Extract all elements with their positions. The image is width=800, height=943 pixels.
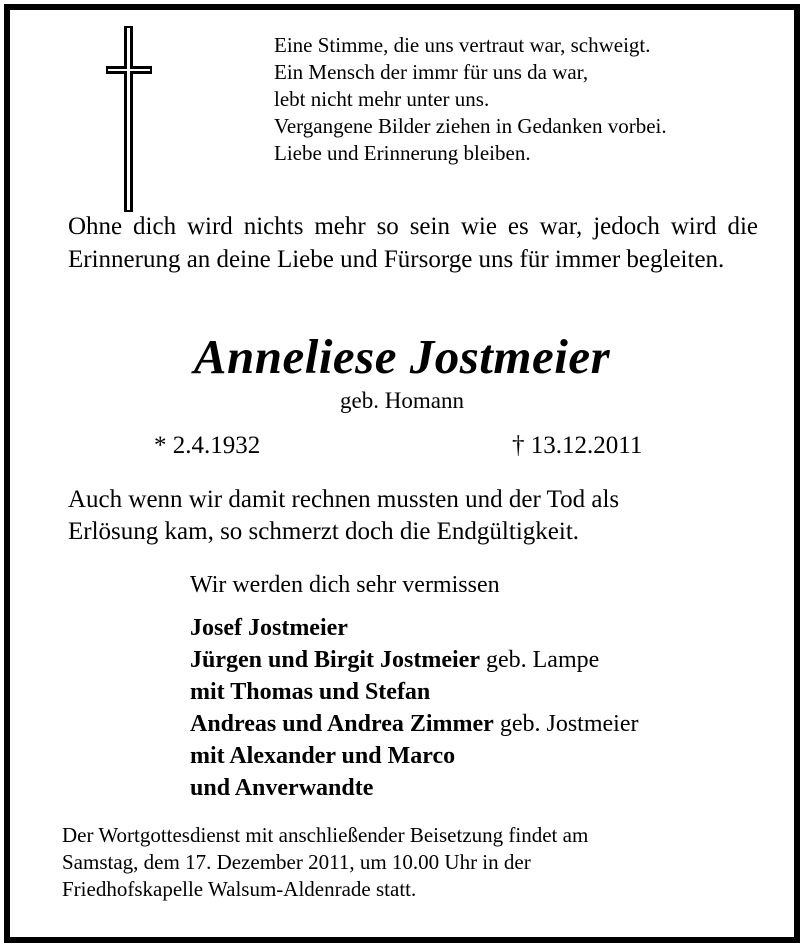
mourners-intro: Wir werden dich sehr vermissen (190, 572, 500, 598)
birth-date: * 2.4.1932 (154, 432, 261, 459)
mourner-row (190, 612, 638, 644)
funeral-line: Friedhofskapelle Walsum-Aldenrade statt. (62, 877, 417, 901)
mourner-row (190, 708, 638, 740)
condolence-line: Erlösung kam, so schmerzt doch die Endgültigkeit. (68, 518, 580, 545)
mourner-name: Andreas und Andrea Zimmer (190, 711, 494, 737)
mourner-note: geb. Jostmeier (493, 711, 639, 737)
mourner-note: geb. Lampe (479, 647, 600, 673)
mourner-row (190, 772, 638, 804)
mourners-list (190, 612, 638, 804)
death-date: † 13.12.2011 (512, 432, 643, 459)
funeral-line: Samstag, dem 17. Dezember 2011, um 10.00 Uhr in der (62, 850, 531, 874)
mourner-row (190, 740, 638, 772)
mourner-name: und Anverwandte (190, 775, 374, 801)
mourner-name: Josef Jostmeier (190, 615, 348, 641)
funeral-line: Der Wortgottesdienst mit anschließender Beisetzung findet am (62, 823, 589, 847)
condolence-line: Auch wenn wir damit rechnen mussten und der Tod als (68, 486, 620, 513)
mourner-row (190, 644, 638, 676)
mourner-name: Jürgen und Birgit Jostmeier (190, 647, 480, 673)
mourner-row (190, 676, 638, 708)
poem-line: Ein Mensch der immr für uns da war, (274, 60, 589, 84)
funeral-info (62, 822, 588, 903)
poem-line: Liebe und Erinnerung bleiben. (274, 141, 531, 165)
obituary-frame (4, 4, 800, 943)
poem (274, 32, 667, 167)
mourner-name: mit Alexander und Marco (190, 743, 456, 769)
mourner-name: mit Thomas und Stefan (190, 679, 431, 705)
life-dates (10, 432, 794, 464)
maiden-name: geb. Homann (340, 388, 464, 413)
poem-line: Eine Stimme, die uns vertraut war, schweigt. (274, 33, 651, 57)
poem-line: Vergangene Bilder ziehen in Gedanken vorbei. (274, 114, 667, 138)
deceased-name: Anneliese Jostmeier (193, 329, 611, 384)
cross-icon (106, 26, 152, 212)
condolence-text (68, 484, 619, 548)
intro-text: Ohne dich wird nichts mehr so sein wie es war, jedoch wird die Erinnerung an deine Liebe und Fürsorge uns für immer begleiten. (68, 213, 758, 273)
poem-line: lebt nicht mehr unter uns. (274, 87, 490, 111)
